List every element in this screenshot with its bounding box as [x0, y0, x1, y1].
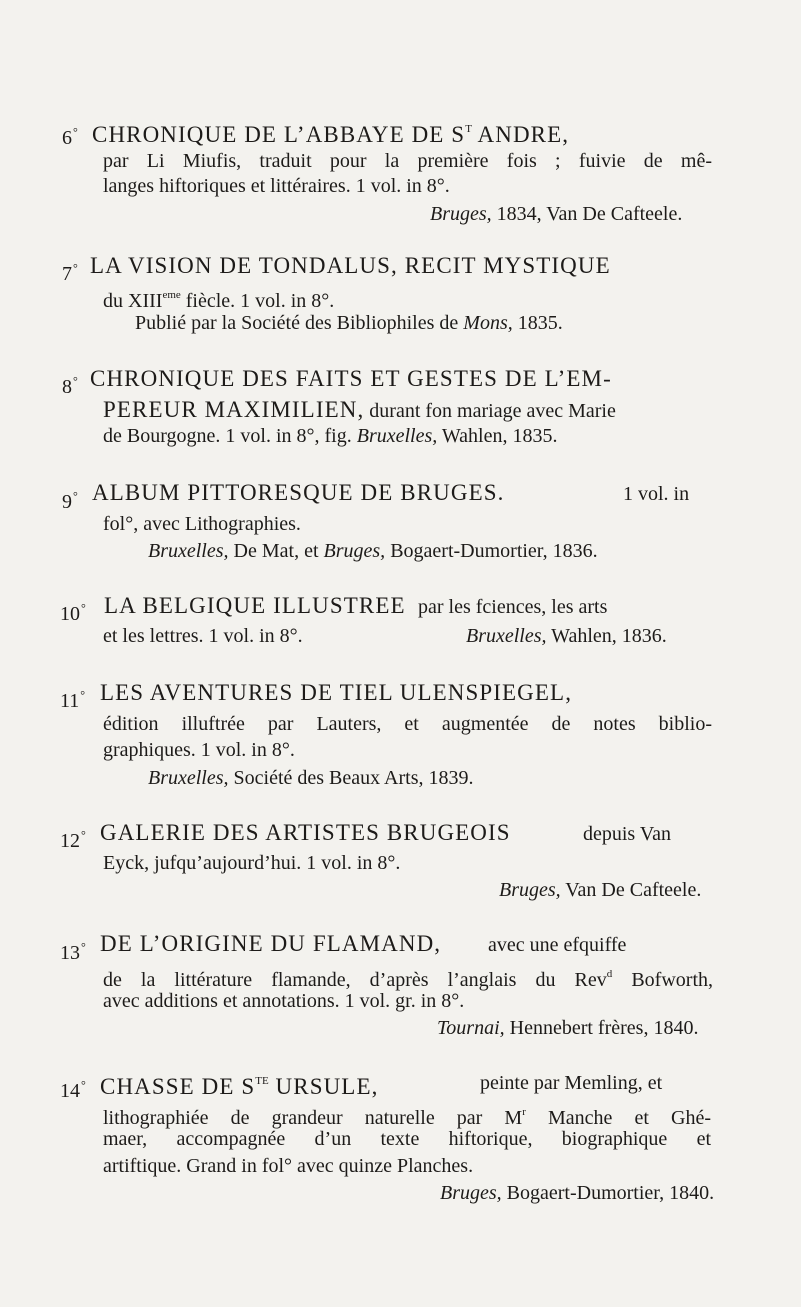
entry-number: 8° — [62, 374, 78, 398]
entry-imprint: Bruges, Bogaert-Dumortier, 1840. — [440, 1182, 715, 1204]
entry-number: 13° — [60, 940, 86, 964]
entry-title: LA VISION DE TONDALUS, RECIT MYSTIQUE — [90, 253, 611, 278]
entry-imprint: Bruxelles, De Mat, et Bruges, Bogaert-Dumortier, 1836. — [148, 540, 598, 562]
entry-title: CHRONIQUE DE L’ABBAYE DE $S^T$ ANDRE, — [92, 122, 570, 147]
entry-title-tail: 1 vol. in — [623, 483, 690, 505]
entry-number: 7° — [62, 261, 78, 285]
entry-line: lithographiée de grandeur naturelle par $M^r$ Manche et Ghé- — [103, 1106, 711, 1129]
entry-number: 12° — [60, 828, 86, 852]
entry-line: artiftique. Grand in fol° avec quinze Planches. — [103, 1155, 474, 1177]
entry-imprint: Publié par la Société des Bibliophiles de Mons, 1835. — [135, 312, 563, 334]
entry-imprint: Bruges, Van De Cafteele. — [499, 879, 702, 901]
entry-number: 14° — [60, 1078, 86, 1102]
entry-line: langes hiftoriques et littéraires. 1 vol. in 8°. — [103, 175, 450, 197]
entry-imprint: Tournai, Hennebert frères, 1840. — [437, 1017, 699, 1039]
entry-imprint: Bruges, 1834, Van De Cafteele. — [430, 203, 683, 225]
entry-title-tail: peinte par Memling, et — [480, 1072, 663, 1094]
entry-title: LES AVENTURES DE TIEL ULENSPIEGEL, — [100, 680, 573, 705]
entry-title: LA BELGIQUE ILLUSTREE — [104, 593, 406, 618]
entry-title-tail: depuis Van — [583, 823, 671, 845]
entry-title-tail: par les fciences, les arts — [418, 596, 608, 618]
entry-line: maer, accompagnée d’un texte hiftorique, biographique et — [103, 1128, 711, 1150]
entry-imprint: Bruxelles, Wahlen, 1836. — [466, 625, 667, 647]
entry-line: fol°, avec Lithographies. — [103, 513, 301, 535]
entry-title: CHRONIQUE DES FAITS ET GESTES DE L’EM- — [90, 366, 612, 391]
entry-title: ALBUM PITTORESQUE DE BRUGES. — [92, 480, 505, 505]
entry-line: PEREUR MAXIMILIEN, durant fon mariage avec Marie — [103, 397, 616, 422]
entry-line: avec additions et annotations. 1 vol. gr. in 8°. — [103, 990, 465, 1012]
entry-title-tail: avec une efquiffe — [488, 934, 627, 956]
entry-number: 10° — [60, 601, 86, 625]
entry-line: et les lettres. 1 vol. in 8°. — [103, 625, 303, 647]
entry-imprint: Bruxelles, Société des Beaux Arts, 1839. — [148, 767, 474, 789]
entry-title: DE L’ORIGINE DU FLAMAND, — [100, 931, 442, 956]
entry-line: du XIIIeme fiècle. 1 vol. in 8°. — [103, 289, 335, 312]
entry-number: 6° — [62, 125, 78, 149]
entry-line: Eyck, jufqu’aujourd’hui. 1 vol. in 8°. — [103, 852, 401, 874]
entry-number: 11° — [60, 688, 86, 712]
entry-imprint: de Bourgogne. 1 vol. in 8°, fig. Bruxelles, Wahlen, 1835. — [103, 425, 558, 447]
entry-number: 9° — [62, 489, 78, 513]
entry-title: GALERIE DES ARTISTES BRUGEOIS — [100, 820, 511, 845]
entry-line: graphiques. 1 vol. in 8°. — [103, 739, 295, 761]
entry-line: édition illuftrée par Lauters, et augmentée de notes biblio- — [103, 713, 712, 735]
entry-line: par Li Miufis, traduit pour la première fois ; fuivie de mê- — [103, 150, 712, 172]
entry-title: CHASSE DE $S^{TE}$ URSULE, — [100, 1074, 379, 1099]
entry-line: de la littérature flamande, d’après l’anglais du Rev$^d$ Bofworth, — [103, 968, 713, 991]
